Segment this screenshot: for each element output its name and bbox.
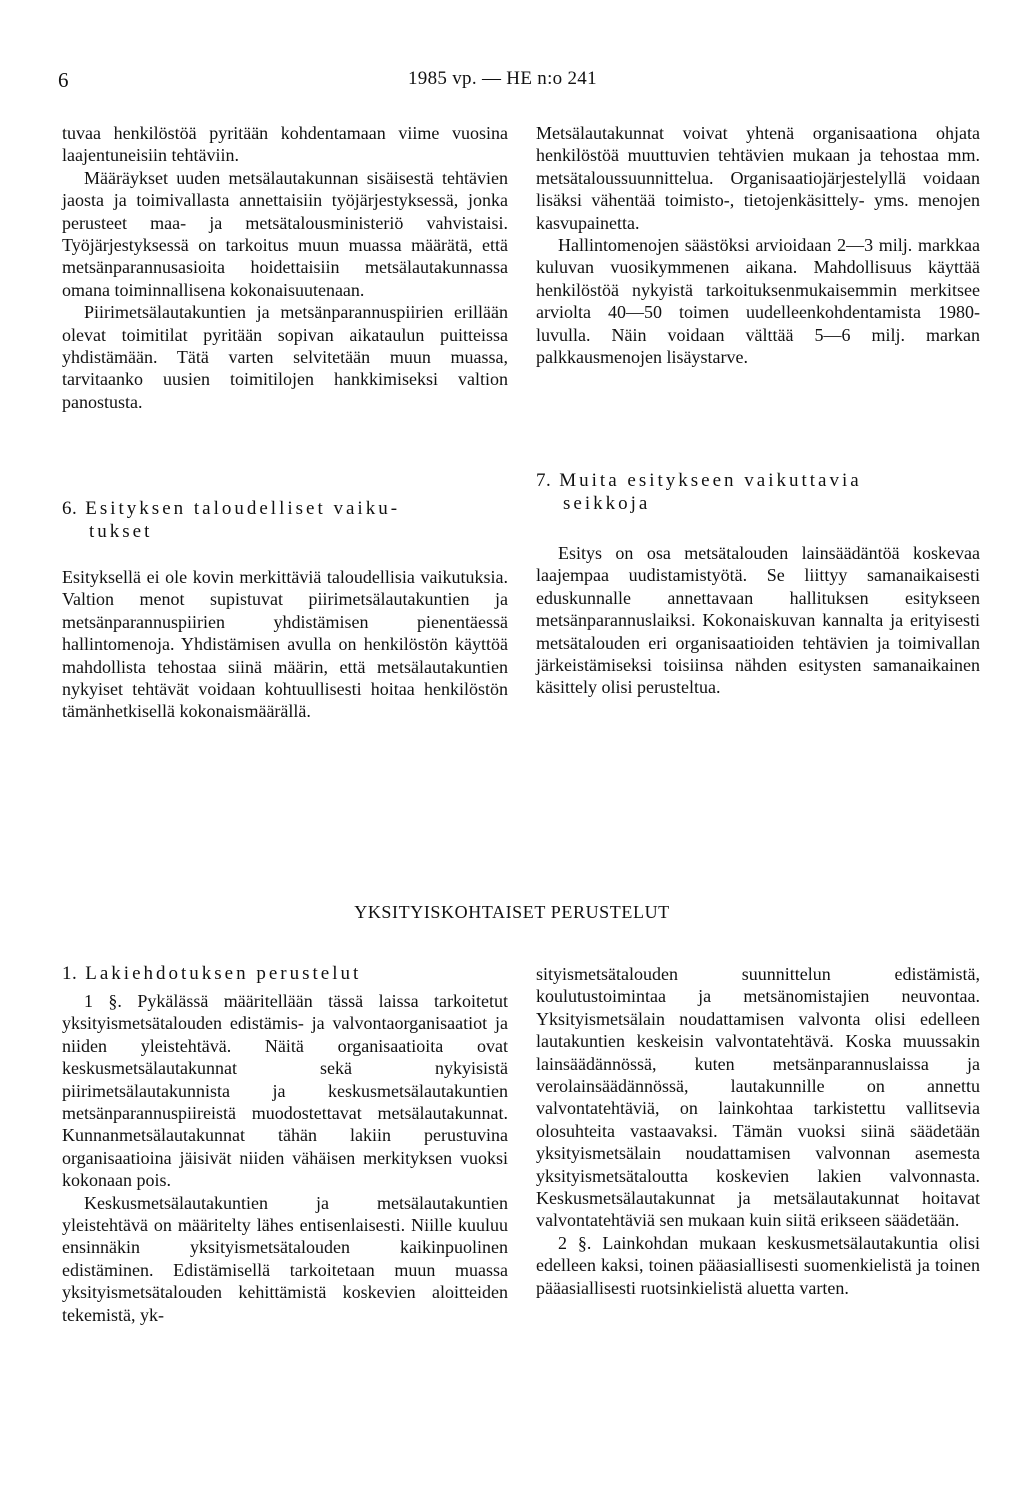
paragraph: Hallintomenojen säästöksi arvioidaan 2—3 milj. markkaa kuluvan vuosikymmenen aikana. Mahdollisuus käyttää henkilöstöä nykyistä tarkoituksenmukaisemmin merkitsee arviolta 40—50 toimen uudelleenkohdentamista 1980-luvulla. Näin voidaan välttää 5—6 milj. markan palkkausmenojen lisäystarve. [536,235,980,368]
right-column-bottom [536,963,980,1299]
paragraph: sityismetsätalouden suunnittelun edistämistä, koulutustoimintaa ja metsänomistajien neuvontaa. Yksityismetsälain noudattamisen valvonta olisi edelleen lautakuntien keskeisin valvontatehtävä. Koska muussakin lainsäädännössä, kuten metsänparannuslaissa ja verolainsäädännössä, lautakunnille on annettu valvontatehtäviä, on lainkohtaa tarkistettu vallitsevia olosuhteita vastaavaksi. Tämän vuoksi siinä säädetään yksityismetsälain noudattamisen valvonnan asemesta yksityismetsätaloutta koskevien lakien valvonnasta. Keskusmetsälautakunnat ja metsälautakunnat hoitavat valvontatehtäviä sen mukaan kuin siitä erikseen säädetään. [536,964,980,1231]
subsection-1-heading [62,963,508,986]
section-7-body [536,542,980,699]
right-column-top [536,122,980,368]
section-title-line1: Muita esitykseen vaikuttavia [559,470,862,491]
section-number: 7. [536,470,552,491]
left-column-top [62,122,508,413]
section-6-heading [62,498,508,543]
paragraph: Metsälautakunnat voivat yhtenä organisaationa ohjata henkilöstöä muuttuvien tehtävien mukaan ja tehostaa mm. metsätaloussuunnittelua. Organisaatiojärjestelyllä voidaan lisäksi vähentää toimisto-, tietojenkäsittely- yms. menojen kasvupainetta. [536,123,980,233]
section-title-line2: tukset [89,520,153,542]
paragraph: tuvaa henkilöstöä pyritään kohdentamaan viime vuosina laajentuneisiin tehtäviin. [62,123,508,166]
section-7-heading [536,470,980,515]
section-title-line2: seikkoja [563,492,651,514]
section-6-body [62,566,508,723]
main-heading: YKSITYISKOHTAISET PERUSTELUT [354,902,670,922]
paragraph: Keskusmetsälautakuntien ja metsälautakuntien yleistehtävä on määritelty lähes entisenlaisesti. Niille kuuluu ensinnäkin yksityismetsätalouden kaikinpuolinen edistäminen. Edistämisellä tarkoitetaan muun muassa yksityismetsätalouden kehittämistä koskevien aloitteiden tekemistä, yk- [62,1192,508,1325]
paragraph: Esityksellä ei ole kovin merkittäviä taloudellisia vaikutuksia. Valtion menot supistuvat piirimetsälautakuntien ja metsänparannuspiirien yhdistämisen pienentäessä hallintomenoja. Yhdistämisen avulla on henkilöstön käyttöä mahdollista tehostaa siinä määrin, että metsälautakuntien nykyiset tehtävät voidaan kohtuullisesti hoitaa henkilöstön tämänhetkisellä kokonaismäärällä. [62,567,508,722]
paragraph: Piirimetsälautakuntien ja metsänparannuspiirien erillään olevat toimitilat pyritään sopivan aikataulun puitteissa yhdistämään. Tätä varten selvitetään muun muassa, tarvitaanko uusien toimitilojen hankkimiseksi valtion panostusta. [62,302,508,412]
section-title-line1: Esityksen taloudelliset vaiku- [85,498,401,519]
paragraph: 1 §. Pykälässä määritellään tässä laissa tarkoitetut yksityismetsätalouden edistämis- ja valvontaorganisaatiot ja niiden yleistehtävä. Näitä organisaatioita ovat keskusmetsälautakunnat sekä nykyisistä piirimetsälautakunnista ja keskusmetsälautakuntien metsänparannuspiireistä muodostettavat metsälautakunnat. Kunnanmetsälautakunnat tähän lakiin perustuvina organisaatioina jäisivät niiden vähäisen merkityksen vuoksi kokonaan pois. [62,991,508,1191]
section-number: 6. [62,498,78,519]
section-number: 1. [62,963,78,984]
paragraph: Esitys on osa metsätalouden lainsäädäntöä koskevaa laajempaa uudistamistyötä. Se liittyy samanaikaisesti eduskunnalle annettavaan hallituksen esitykseen metsänparannuslaiksi. Kokonaiskuvan kannalta ja erityisesti metsätalouden eri organisaatioiden tehtävien ja toimivallan järkeistämiseksi toisiinsa nähden esitysten samanaikainen käsittely olisi perusteltua. [536,543,980,698]
paragraph: Määräykset uuden metsälautakunnan sisäisestä tehtävien jaosta ja toimivallasta annettaisiin työjärjestyksessä, jonka perusteet maa- ja metsätalousministeriö vahvistaisi. Työjärjestyksessä on tarkoitus muun muassa määrätä, että metsänparannusasioita hoidettaisiin metsälautakunnassa omana toiminnallisena kokonaisuutenaan. [62,167,508,300]
paragraph: 2 §. Lainkohdan mukaan keskusmetsälautakuntia olisi edelleen kaksi, toinen pääasiallisesti suomenkielistä ja toinen pääasiallisesti ruotsinkielistä aluetta varten. [536,1232,980,1298]
page-number: 6 [58,68,69,92]
left-column-bottom [62,990,508,1326]
running-title: 1985 vp. — HE n:o 241 [408,68,597,89]
section-title: Lakiehdotuksen perustelut [85,963,362,984]
